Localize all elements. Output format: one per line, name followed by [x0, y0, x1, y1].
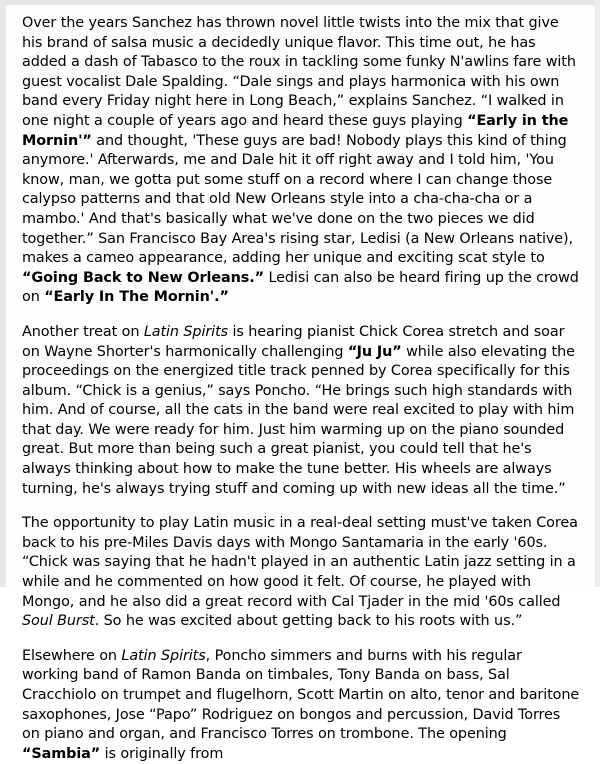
- text-run: Elsewhere on: [22, 647, 122, 664]
- track-title: “Sambia”: [22, 745, 101, 762]
- album-title: Latin Spirits: [121, 647, 206, 664]
- album-title: Latin Spirits: [143, 323, 229, 340]
- paragraph: [22, 14, 580, 308]
- text-run: , Poncho simmers and burns with his regular working band of Ramon Banda on timbales, Tony Banda on bass, Sal Cracchiolo on trumpet and flugelhorn, Scott Martin on alto, tenor and baritone saxophones, Jose “Papo” Rodriguez on bongos and percussion, David Torres on piano and organ, and Francisco Torres on trombone. The opening: [22, 647, 580, 743]
- paragraph: [22, 323, 580, 499]
- text-run: Another treat on: [22, 323, 144, 340]
- album-title: Soul Burst: [22, 613, 95, 630]
- track-title: “Ju Ju”: [347, 343, 402, 360]
- paragraph: [22, 647, 580, 764]
- text-run: The opportunity to play Latin music in a real-deal setting must've taken Corea back to his pre-Miles Davis days with Mongo Santamaria in the early '60s. “Chick was saying that he hadn't played in an authentic Latin jazz setting in a while and he commented on how good it felt. Of course, he played with Mongo, and he also did a great record with Cal Tjader in the mid '60s called: [22, 515, 578, 610]
- text-run: Ledisi can also be heard firing up the crowd on: [22, 269, 579, 306]
- text-run: is hearing pianist Chick Corea stretch and soar on Wayne Shorter's harmonically challenging: [22, 323, 565, 360]
- text-run: and thought, 'These guys are bad! Nobody plays this kind of thing anymore.' Afterwards, me and Dale hit it off right away and I told him, 'You know, man, we gotta put some stuff on a record where I can change those calypso patterns and that old New Orleans style into a cha-cha-cha or a mambo.' And that's basically what we've done on the two pieces we did together.” San Francisco Bay Area's rising star, Ledisi (a New Orleans native), makes a cameo appearance, adding her unique and exciting scat style to: [22, 132, 574, 267]
- track-title: “Early in the Mornin'”: [22, 112, 569, 149]
- text-run: is originally from: [100, 745, 224, 762]
- text-run: . So he was excited about getting back to his roots with us.”: [94, 613, 523, 630]
- track-title: “Early In The Mornin'.”: [44, 289, 229, 306]
- text-run: Over the years Sanchez has thrown novel little twists into the mix that give his brand of salsa music a decidedly unique flavor. This time out, he has added a dash of Tabasco to the roux in tackling some funky N'awlins fare with guest vocalist Dale Spalding. “Dale sings and plays harmonica with his own band every Friday night here in Long Beach,” explains Sanchez. “I walked in one night a couple of years ago and heard these guys playing: [22, 15, 576, 129]
- page-top-border: [0, 0, 600, 5]
- liner-notes-text: [22, 14, 580, 764]
- paragraph: [22, 514, 580, 632]
- text-run: while also elevating the proceedings on the energized title track penned by Corea specifically for this album. “Chick is a genius,” says Poncho. “He brings such high standards with him. And of course, all the cats in the band were real excited to play with him that day. We were ready for him. Just him warming up on the piano sounded great. But more than being such a great pianist, you could tell that he's always thinking about how to make the tune better. His wheels are always turning, he's always trying stuff and coming up with new ideas all the time.”: [22, 343, 575, 497]
- track-title: “Going Back to New Orleans.”: [22, 269, 264, 286]
